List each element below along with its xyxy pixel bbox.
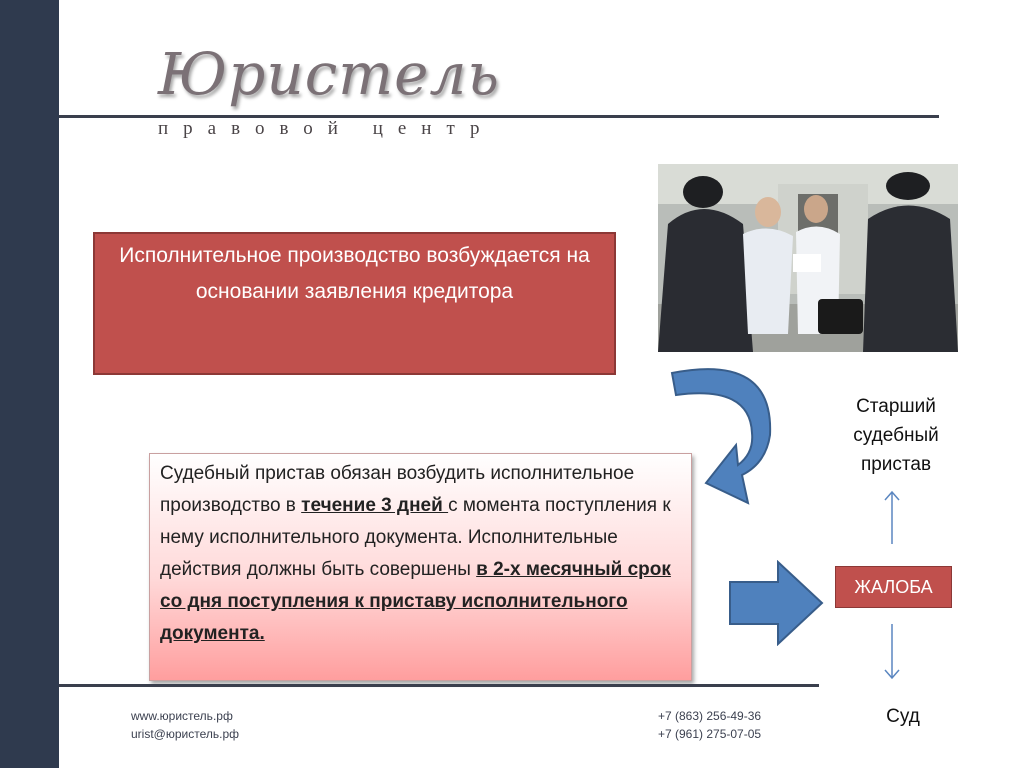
initiation-box (93, 232, 616, 375)
senior-bailiff-label: Старший судебный пристав (853, 396, 939, 475)
right-arrow-icon (728, 560, 824, 646)
logo-subtitle: правовой центр (158, 118, 495, 139)
duties-text-1: Судебный пристав обязан возбудить исполнительное производство в (160, 463, 635, 516)
duties-emphasis-term: в 2-х месячный срок со дня поступления к приставу исполнительного документа. (160, 559, 671, 644)
initiation-text: Исполнительное производство возбуждается на основании заявления кредитора (119, 244, 590, 303)
footer-email-link[interactable]: urist@юристель.рф (131, 727, 239, 741)
left-sidebar-band (0, 0, 59, 768)
footer-phone-2: +7 (961) 275-07-05 (658, 727, 762, 741)
duties-text-2: с момента поступления к нему исполнительного документа. Исполнительные действия должны быть совершены (160, 495, 671, 580)
duties-box (149, 453, 692, 681)
footer-phone-1: +7 (863) 256-49-36 (658, 709, 762, 723)
down-arrow-icon (884, 624, 900, 680)
complaint-label: ЖАЛОБА (854, 576, 933, 597)
footer-divider (59, 684, 819, 687)
up-arrow-icon (884, 490, 900, 544)
footer-phones (658, 707, 761, 743)
curved-arrow-icon (666, 353, 786, 509)
footer-website-link[interactable]: www.юристель.рф (131, 709, 233, 723)
bailiffs-photo (658, 164, 958, 352)
court-label: Суд (886, 706, 920, 727)
complaint-box (835, 566, 952, 608)
duties-emphasis-deadline: течение 3 дней (301, 495, 449, 516)
logo-title: Юристель (158, 40, 501, 108)
footer-contacts (131, 707, 239, 743)
